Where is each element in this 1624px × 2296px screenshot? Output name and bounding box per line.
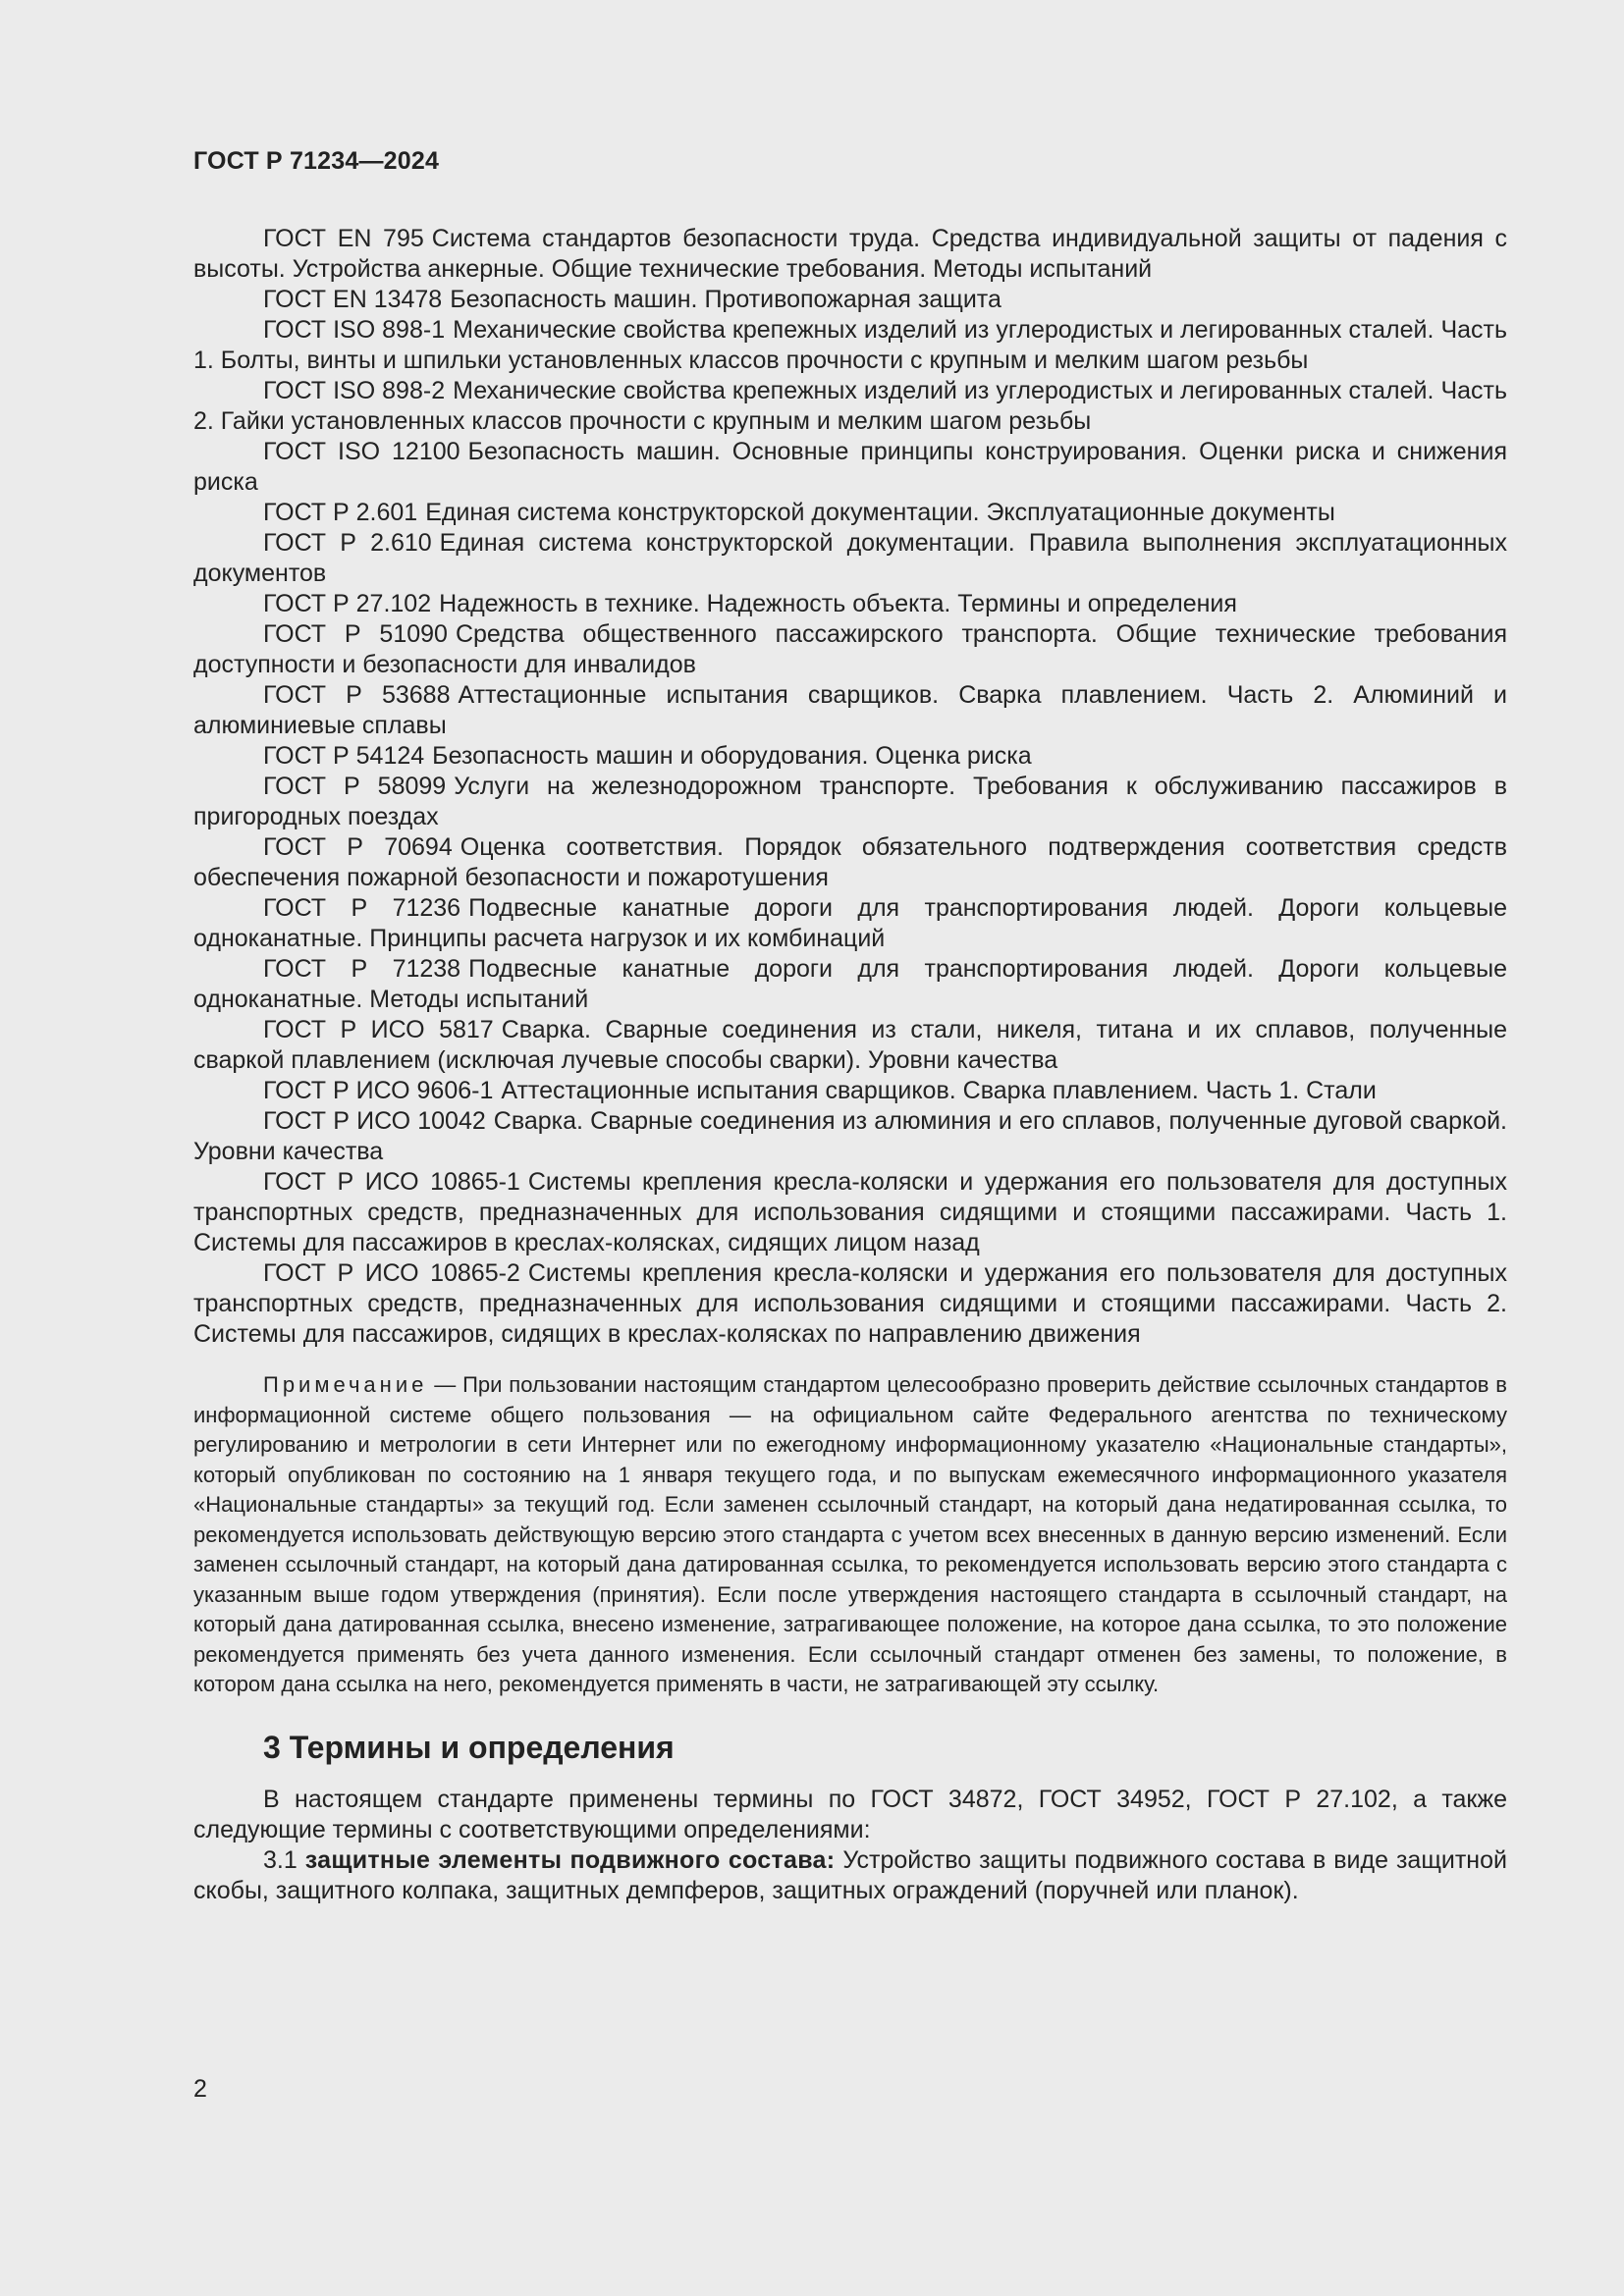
reference-item	[193, 772, 1507, 832]
note-paragraph	[193, 1370, 1507, 1700]
reference-title: Безопасность машин. Основные принципы конструирования. Оценки риска и снижения риска	[193, 438, 1507, 496]
reference-item	[193, 224, 1507, 285]
reference-item	[193, 1106, 1507, 1167]
reference-code: ГОСТ ISO 898-2	[263, 377, 446, 404]
reference-title: Системы крепления кресла-коляски и удержания его пользователя для доступных транспортных средств, предназначенных для использования сидящими и стоящими пассажирами. Часть 1. Системы для пассажиров в креслах-колясках, сидящих лицом назад	[193, 1168, 1507, 1256]
reference-item	[193, 589, 1507, 619]
reference-item	[193, 315, 1507, 376]
term-number: 3.1	[263, 1845, 298, 1874]
reference-code: ГОСТ ISO 12100	[263, 438, 460, 465]
reference-code: ГОСТ Р 53688	[263, 681, 451, 709]
page-number: 2	[193, 2075, 207, 2103]
reference-code: ГОСТ Р 2.601	[263, 499, 418, 526]
reference-title: Механические свойства крепежных изделий из углеродистых и легированных сталей. Часть 2. Гайки установленных классов прочности с крупным и мелким шагом резьбы	[193, 377, 1507, 435]
reference-code: ГОСТ Р ИСО 10865-1	[263, 1168, 520, 1196]
page-content	[193, 224, 1507, 1906]
reference-item	[193, 954, 1507, 1015]
reference-title: Единая система конструкторской документации. Эксплуатационные документы	[425, 499, 1335, 526]
normative-references-list	[193, 224, 1507, 1350]
reference-title: Средства общественного пассажирского транспорта. Общие технические требования доступности и безопасности для инвалидов	[193, 620, 1507, 678]
reference-item	[193, 528, 1507, 589]
reference-item	[193, 1167, 1507, 1258]
term-definition: Устройство защиты подвижного состава в виде защитной скобы, защитного колпака, защитных демпферов, защитных ограждений (поручней или планок).	[193, 1845, 1507, 1904]
reference-code: ГОСТ Р ИСО 10865-2	[263, 1259, 520, 1287]
document-header: ГОСТ Р 71234—2024	[193, 147, 440, 175]
reference-item	[193, 741, 1507, 772]
reference-title: Аттестационные испытания сварщиков. Сварка плавлением. Часть 2. Алюминий и алюминиевые сплавы	[193, 681, 1507, 739]
reference-item	[193, 893, 1507, 954]
note-label: Примечание	[263, 1372, 428, 1397]
reference-code: ГОСТ Р 71236	[263, 894, 461, 922]
reference-title: Безопасность машин. Противопожарная защита	[450, 286, 1001, 313]
term-name: защитные элементы подвижного состава:	[304, 1845, 836, 1874]
reference-title: Система стандартов безопасности труда. Средства индивидуальной защиты от падения с высоты. Устройства анкерные. Общие технические требования. Методы испытаний	[193, 225, 1507, 283]
reference-item	[193, 285, 1507, 315]
note-text: — При пользовании настоящим стандартом целесообразно проверить действие ссылочных стандартов в информационной системе общего пользования — на официальном сайте Федерального агентства по техническому регулированию и метрологии в сети Интернет или по ежегодному информационному указателю «Национальные стандарты», который опубликован по состоянию на 1 января текущего года, и по выпускам ежемесячного информационного указателя «Национальные стандарты» за текущий год. Если заменен ссылочный стандарт, на который дана недатированная ссылка, то рекомендуется использовать действующую версию этого стандарта с учетом всех внесенных в данную версию изменений. Если заменен ссылочный стандарт, на который дана датированная ссылка, то рекомендуется использовать версию этого стандарта с указанным выше годом утверждения (принятия). Если после утверждения настоящего стандарта в ссылочный стандарт, на который дана датированная ссылка, внесено изменение, затрагивающее положение, на которое дана ссылка, то это положение рекомендуется применять без учета данного изменения. Если ссылочный стандарт отменен без замены, то положение, в котором дана ссылка на него, рекомендуется применять в части, не затрагивающей эту ссылку.	[193, 1372, 1507, 1696]
reference-item	[193, 1076, 1507, 1106]
reference-code: ГОСТ Р 58099	[263, 773, 447, 800]
reference-title: Подвесные канатные дороги для транспортирования людей. Дороги кольцевые одноканатные. Принципы расчета нагрузок и их комбинаций	[193, 894, 1507, 952]
reference-item	[193, 1015, 1507, 1076]
reference-item	[193, 619, 1507, 680]
reference-title: Надежность в технике. Надежность объекта. Термины и определения	[439, 590, 1237, 617]
reference-title: Оценка соответствия. Порядок обязательного подтверждения соответствия средств обеспечения пожарной безопасности и пожаротушения	[193, 833, 1507, 891]
reference-code: ГОСТ Р 27.102	[263, 590, 432, 617]
reference-title: Подвесные канатные дороги для транспортирования людей. Дороги кольцевые одноканатные. Методы испытаний	[193, 955, 1507, 1013]
reference-title: Системы крепления кресла-коляски и удержания его пользователя для доступных транспортных средств, предназначенных для использования сидящими и стоящими пассажирами. Часть 2. Системы для пассажиров, сидящих в креслах-колясках по направлению движения	[193, 1259, 1507, 1348]
term-entry	[193, 1845, 1507, 1906]
reference-title: Механические свойства крепежных изделий из углеродистых и легированных сталей. Часть 1. Болты, винты и шпильки установленных классов прочности с крупным и мелким шагом резьбы	[193, 316, 1507, 374]
reference-code: ГОСТ Р 2.610	[263, 529, 432, 557]
reference-title: Аттестационные испытания сварщиков. Сварка плавлением. Часть 1. Стали	[501, 1077, 1377, 1104]
reference-title: Сварка. Сварные соединения из алюминия и его сплавов, полученные дуговой сваркой. Уровни качества	[193, 1107, 1508, 1165]
reference-code: ГОСТ EN 795	[263, 225, 424, 252]
reference-item	[193, 832, 1507, 893]
reference-item	[193, 1258, 1507, 1350]
reference-code: ГОСТ ISO 898-1	[263, 316, 446, 344]
reference-code: ГОСТ Р ИСО 5817	[263, 1016, 494, 1043]
section-intro: В настоящем стандарте применены термины по ГОСТ 34872, ГОСТ 34952, ГОСТ Р 27.102, а также следующие термины с соответствующими определениями:	[193, 1785, 1507, 1843]
reference-title: Единая система конструкторской документации. Правила выполнения эксплуатационных документов	[193, 529, 1507, 587]
reference-code: ГОСТ Р 70694	[263, 833, 453, 861]
reference-title: Сварка. Сварные соединения из стали, никеля, титана и их сплавов, полученные сваркой плавлением (исключая лучевые способы сварки). Уровни качества	[193, 1016, 1508, 1074]
reference-item	[193, 498, 1507, 528]
reference-title: Услуги на железнодорожном транспорте. Требования к обслуживанию пассажиров в пригородных поездах	[193, 773, 1507, 830]
reference-item	[193, 376, 1507, 437]
reference-code: ГОСТ Р 71238	[263, 955, 461, 983]
section-title: 3 Термины и определения	[263, 1729, 675, 1765]
reference-code: ГОСТ Р 51090	[263, 620, 448, 648]
reference-code: ГОСТ Р ИСО 10042	[263, 1107, 486, 1135]
reference-item	[193, 680, 1507, 741]
reference-title: Безопасность машин и оборудования. Оценка риска	[432, 742, 1032, 770]
reference-code: ГОСТ EN 13478	[263, 286, 443, 313]
reference-code: ГОСТ Р 54124	[263, 742, 425, 770]
reference-code: ГОСТ Р ИСО 9606-1	[263, 1077, 494, 1104]
reference-item	[193, 437, 1507, 498]
